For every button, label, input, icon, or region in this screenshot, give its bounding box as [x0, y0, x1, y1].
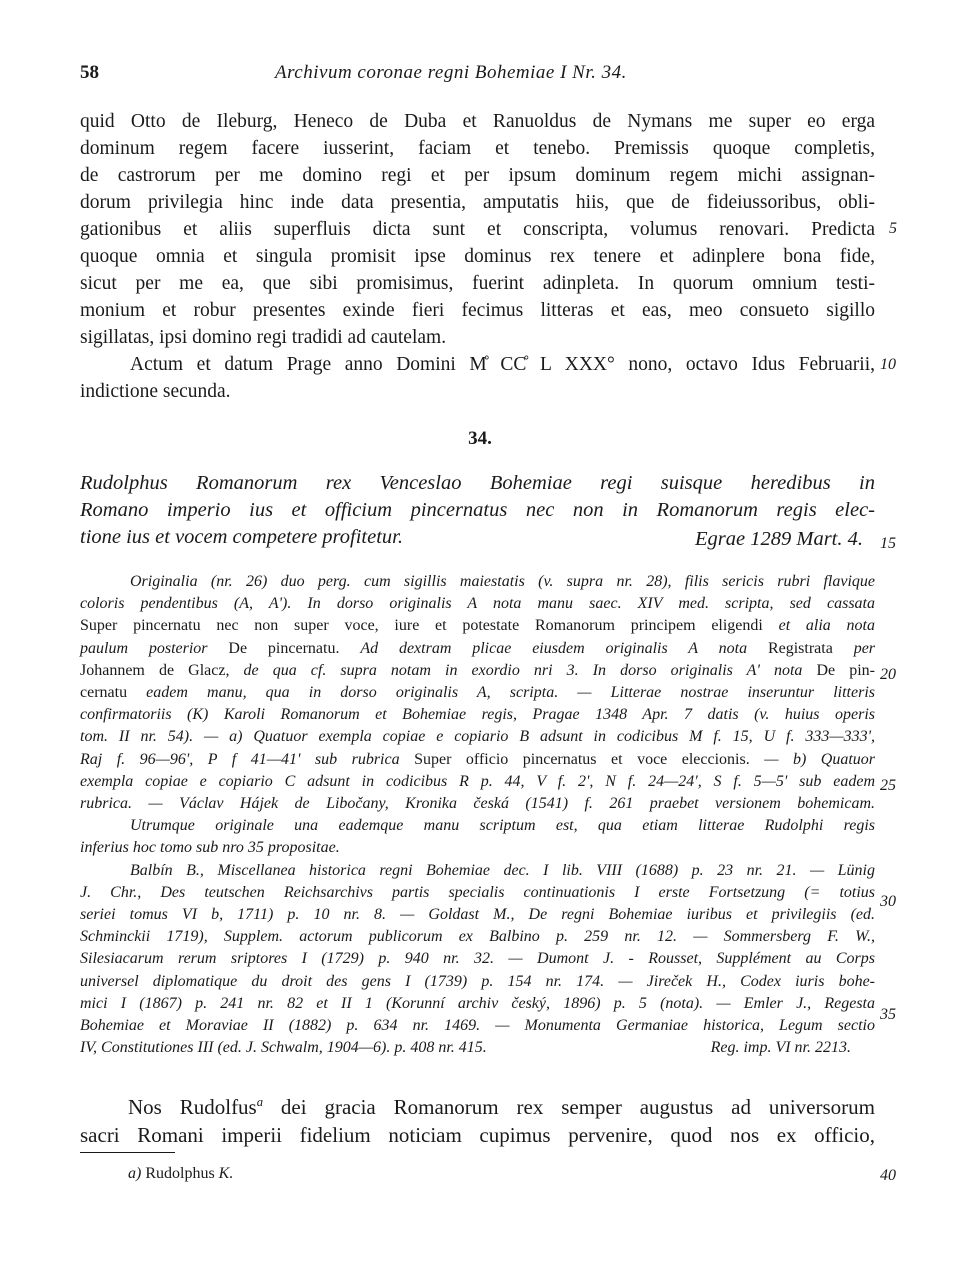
text-segment: Nos Rudolfus — [128, 1095, 257, 1119]
apparatus-text: Balbín B., Miscellanea historica regni Bohemiae dec. I lib. VIII (1688) p. 23 nr. 21. — Lünig — [130, 861, 875, 879]
apparatus-text: de qua cf. supra notam in exordio nri 3. In dorso originalis A' nota — [243, 661, 817, 679]
apparatus-text: eadem manu, qua in dorso originalis A, scripta. — Litterae nostrae inseruntur litteris — [146, 684, 876, 702]
apparatus-line — [80, 615, 875, 637]
apparatus-text: J. Chr., Des teutschen Reichsarchivs partis specialis continuationis I erste Fortsetzung (= totius — [80, 883, 875, 901]
running-title: Archivum coronae regni Bohemiae I Nr. 34. — [275, 62, 627, 83]
line-number: 20 — [880, 666, 896, 683]
regest-line: Rudolphus Romanorum rex Venceslao Bohemiae regi suisque heredibus in — [80, 472, 875, 494]
text-segment: dei gracia Romanorum rex semper augustus ad universorum — [263, 1095, 875, 1119]
apparatus-text: Utrumque originale una eademque manu scriptum est, qua etiam litterae Rudolphi regis — [130, 817, 875, 835]
quoted-note-text: Super officio pincernatus et voce eleccionis. — [414, 750, 750, 768]
text-line — [80, 1093, 875, 1121]
apparatus-text: exempla copiae e copiario C adsunt in codicibus R p. 44, V f. 2', N f. 24—24', S f. 5—5' sub eadem — [80, 772, 875, 790]
apparatus-line — [80, 860, 875, 882]
apparatus-line — [80, 571, 875, 593]
regest — [80, 470, 875, 551]
footnote-text: Rudolphus — [145, 1165, 215, 1182]
apparatus-line — [80, 815, 875, 837]
place-date: Egrae 1289 Mart. 4. — [695, 528, 863, 550]
apparatus-line — [80, 660, 875, 682]
apparatus-text: et alia nota — [778, 617, 875, 635]
regest-text: tione ius et vocem competere profitetur. — [80, 526, 403, 548]
quoted-note-text: De pin- — [816, 661, 875, 679]
line-number: 40 — [880, 1167, 896, 1184]
apparatus-line — [80, 771, 875, 793]
apparatus-text: universel diplomatique du droit des gens I (1739) p. 154 nr. 174. — Jireček H., Codex iuris bohe- — [80, 972, 875, 990]
text-line: monium et robur presentes exinde fieri fecimus litteras et eas, meo consueto sigillo — [80, 300, 875, 321]
quoted-note-text: Registrata — [767, 639, 833, 657]
footnote-mark: a) — [128, 1165, 142, 1182]
line-number: 35 — [880, 1006, 896, 1023]
apparatus-text: tom. II nr. 54). — a) Quatuor exempla copiae e copiario B adsunt in codicibus M f. 15, U f. 333—333', — [80, 728, 875, 746]
apparatus-line — [80, 948, 875, 970]
text-line: quoque omnia et singula promisit ipse dominus rex tenere et adinplere bona fide, — [80, 246, 875, 267]
apparatus-line — [80, 638, 875, 660]
text-line: quid Otto de Ileburg, Heneco de Duba et Ranuoldus de Nymans me super eo erga — [80, 111, 875, 132]
apparatus-line — [80, 971, 875, 993]
apparatus-line — [80, 904, 875, 926]
apparatus-line — [80, 926, 875, 948]
text-line: gationibus et aliis superfluis dicta sunt et conscripta, volumus renovari. Predicta — [80, 219, 875, 240]
text-line: indictione secunda. — [80, 381, 231, 402]
text-line: dorum privilegia hinc inde data presentia, amputatis hiis, que de fideiussoribus, obli- — [80, 192, 875, 213]
quoted-note-text: Johannem de Glacz, — [80, 661, 244, 679]
apparatus-text: per — [832, 639, 876, 657]
text-line: sacri Romani imperii fidelium noticiam cupimus pervenire, quod nos ex officio, — [80, 1123, 875, 1147]
apparatus-text: IV, Constitutiones III (ed. J. Schwalm, 1904—6). p. 408 nr. 415. — [80, 1039, 487, 1057]
text-paragraph-1 — [80, 108, 875, 405]
regest-line — [80, 524, 875, 551]
apparatus-text: Bohemiae et Moraviae II (1882) p. 634 nr. 1469. — Monumenta Germaniae historica, Legum sectio — [80, 1017, 875, 1035]
page-number: 58 — [80, 62, 99, 83]
apparatus-text: Schminckii 1719), Supplem. actorum publicorum ex Balbino p. 259 nr. 12. — Sommersberg F. W., — [80, 928, 875, 946]
line-number: 10 — [880, 356, 896, 373]
text-line: sicut per me ea, que sibi promisimus, fuerint adinpleta. In quorum omnium testi- — [80, 273, 875, 294]
footnote-rule — [80, 1152, 175, 1153]
footnote — [128, 1165, 233, 1183]
text-line: sigillatas, ipsi domino regi tradidi ad cautelam. — [80, 327, 447, 348]
apparatus-text: paulum posterior — [80, 639, 229, 657]
text-line: de castrorum per me domino regi et per ipsum dominum regem michi assignan- — [80, 165, 875, 186]
regesta-imperii-ref: Reg. imp. VI nr. 2213. — [710, 1039, 851, 1057]
apparatus-text: confirmatoriis (K) Karoli Romanorum et Bohemiae regis, Pragae 1348 Apr. 7 datis (v. huius operis — [80, 706, 875, 724]
document-number: 34. — [468, 428, 492, 449]
apparatus-text: Silesiacarum rerum sriptores I (1729) p. 940 nr. 32. — Dumont J. - Rousset, Supplément au Corps — [80, 950, 875, 968]
apparatus-line — [80, 682, 875, 704]
apparatus-line — [80, 749, 875, 771]
apparatus-line — [80, 593, 875, 615]
quoted-note-text: Super pincernatu nec non super voce, iure et potestate Romanorum principem eligendi — [80, 617, 779, 635]
apparatus-text: Ad dextram plicae eiusdem originalis A nota — [360, 639, 768, 657]
document-text — [80, 1093, 875, 1149]
apparatus-text: rubrica. — Václav Hájek de Libočany, Kronika česká (1541) f. 261 praebet versionem bohemicam. — [80, 795, 875, 813]
line-number: 15 — [880, 535, 896, 552]
line-number: 25 — [880, 777, 896, 794]
apparatus-line — [80, 837, 875, 859]
apparatus-text: seriei tomus VI b, 1711) p. 10 nr. 8. — Goldast M., De regni Bohemiae iuribus et privilegiis (ed. — [80, 906, 875, 924]
apparatus-text: Originalia (nr. 26) duo perg. cum sigillis maiestatis (v. supra nr. 28), filis sericis rubri flavique — [130, 573, 875, 590]
text-line: Actum et datum Prage anno Domini M̊ CC̊ L XXX° nono, octavo Idus Februarii, — [130, 354, 875, 375]
apparatus-line — [80, 793, 875, 815]
apparatus-line — [80, 1037, 875, 1059]
apparatus-text: — b) Quatuor — [749, 750, 876, 768]
regest-line: Romano imperio ius et officium pincernatus nec non in Romanorum regis elec- — [80, 499, 875, 521]
text-line: dominum regem facere iusserint, faciam et tenebo. Premissis quoque completis, — [80, 138, 875, 159]
apparatus-line — [80, 704, 875, 726]
critical-apparatus — [80, 571, 875, 1059]
apparatus-text: mici I (1867) p. 241 nr. 82 et II 1 (Korunní archiv český, 1896) p. 5 (nota). — Emler J., Regesta — [80, 994, 875, 1012]
apparatus-line — [80, 993, 875, 1015]
apparatus-line — [80, 726, 875, 748]
apparatus-text: coloris pendentibus (A, A'). In dorso originalis A nota manu saec. XIV med. scripta, sed cassata — [80, 595, 875, 613]
apparatus-line — [80, 1015, 875, 1037]
apparatus-line — [80, 882, 875, 904]
quoted-note-text: cernatu — [80, 684, 147, 702]
footnote-siglum: K. — [218, 1165, 234, 1182]
line-number: 30 — [880, 893, 896, 910]
quoted-note-text: De pincernatu. — [228, 639, 361, 657]
apparatus-text: Raj f. 96—96', P f 41—41' sub rubrica — [80, 750, 415, 768]
line-number: 5 — [889, 220, 897, 237]
apparatus-text: inferius hoc tomo sub nro 35 propositae. — [80, 839, 340, 857]
footnote-marker: a — [256, 1095, 264, 1109]
